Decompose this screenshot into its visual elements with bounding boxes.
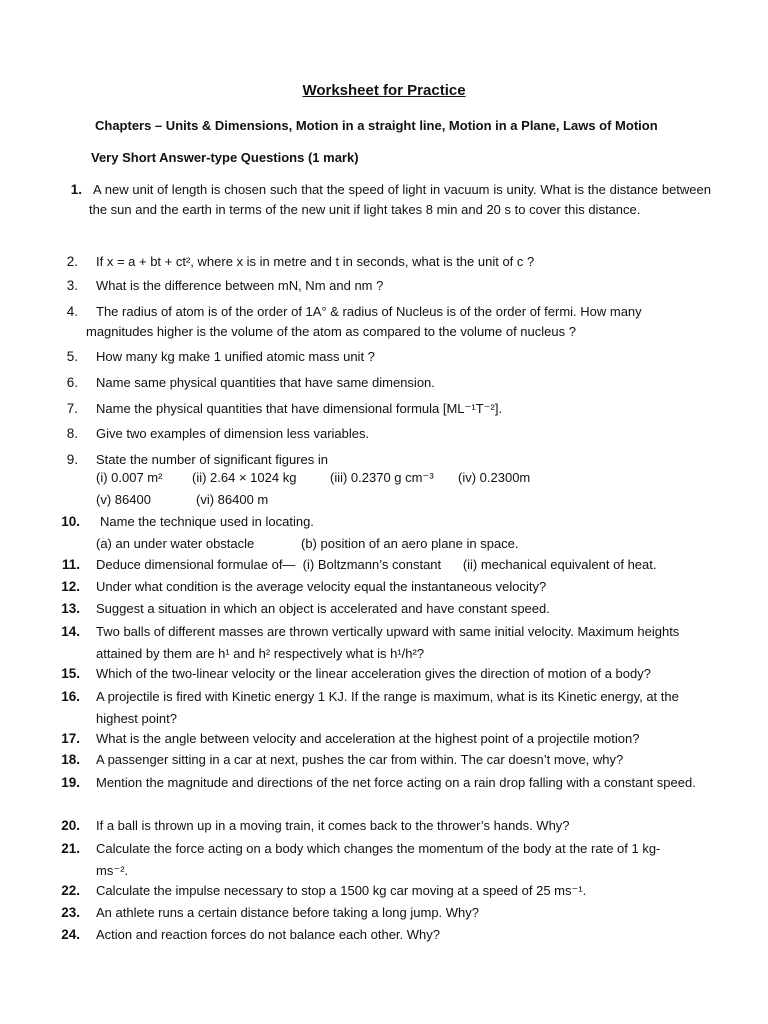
question-number: 4. [66,304,78,319]
option: (iii) 0.2370 g cm⁻³ [330,470,434,485]
worksheet-title: Worksheet for Practice [302,82,466,99]
question-number: 20. [61,818,80,833]
question-number: 5. [66,349,78,364]
question-text: What is the difference between mN, Nm and nm ? [96,278,384,293]
question-number: 12. [61,579,80,594]
chapters-line: Chapters – Units & Dimensions, Motion in a straight line, Motion in a Plane, Laws of Motion [95,118,658,133]
question-number: 10. [61,514,80,529]
question-number: 7. [66,401,78,416]
question-number: 3. [66,278,78,293]
option: (b) position of an aero plane in space. [301,536,519,551]
question-number: 8. [66,426,78,441]
question-text: Name the physical quantities that have dimensional formula [ML⁻¹T⁻²]. [96,401,503,416]
option: (vi) 86400 m [196,492,269,507]
question-number: 19. [61,775,80,790]
question-number: 13. [61,601,80,616]
question-number: 14. [61,624,80,639]
section-heading: Very Short Answer-type Questions (1 mark) [91,150,359,165]
question-text: A passenger sitting in a car at next, pushes the car from within. The car doesn’t move, why? [96,752,624,767]
question-text: Name the technique used in locating. [100,514,314,529]
question-text: Deduce dimensional formulae of— (i) Boltzmann’s constant (ii) mechanical equivalent of heat. [96,557,657,572]
question-number: 22. [61,883,80,898]
question-text: If a ball is thrown up in a moving train, it comes back to the thrower’s hands. Why? [96,818,570,833]
question-text: An athlete runs a certain distance before taking a long jump. Why? [96,905,479,920]
question-number: 11. [61,557,80,572]
question-number: 23. [61,905,80,920]
question-text: The radius of atom is of the order of 1A° & radius of Nucleus is of the order of fermi. How many magnitudes higher is the volume of the atom as compared to the volume of nucleus ? [86,304,642,339]
option: (ii) 2.64 × 1024 kg [192,470,297,485]
question-number: 24. [61,927,80,942]
question-text: State the number of significant figures in [96,452,328,467]
question-text: Mention the magnitude and directions of the net force acting on a rain drop falling with a constant speed. [96,775,696,790]
question-text: Which of the two-linear velocity or the linear acceleration gives the direction of motion of a body? [96,666,651,681]
question-text: Give two examples of dimension less variables. [96,426,370,441]
question-number: 16. [61,689,80,704]
question-number: 15. [61,666,80,681]
question-text: Two balls of different masses are thrown vertically upward with same initial velocity. Maximum heights attained by them are h¹ and h² respectively what is h¹/h²? [96,624,680,661]
question-number: 21. [61,841,80,856]
question-number: 2. [66,254,78,269]
question-text: How many kg make 1 unified atomic mass unit ? [96,349,375,364]
question-text: Under what condition is the average velocity equal the instantaneous velocity? [96,579,547,594]
question-number: 9. [66,452,78,467]
question-text: A projectile is fired with Kinetic energy 1 KJ. If the range is maximum, what is its Kinetic energy, at the highest point? [96,689,679,726]
question-text: Calculate the force acting on a body which changes the momentum of the body at the rate of 1 kg-ms⁻². [96,841,661,878]
question-text: If x = a + bt + ct², where x is in metre and t in seconds, what is the unit of c ? [96,254,535,269]
question-text: Name same physical quantities that have same dimension. [96,375,435,390]
question-number: 6. [66,375,78,390]
question-number: 1. [70,182,82,197]
question-text: Action and reaction forces do not balance each other. Why? [96,927,440,942]
question-text: Calculate the impulse necessary to stop a 1500 kg car moving at a speed of 25 ms⁻¹. [96,883,587,898]
question-text: What is the angle between velocity and acceleration at the highest point of a projectile motion? [96,731,640,746]
question-text: Suggest a situation in which an object is accelerated and have constant speed. [96,601,550,616]
question-number: 18. [61,752,80,767]
option: (v) 86400 [96,492,151,507]
option: (iv) 0.2300m [458,470,531,485]
option: (a) an under water obstacle [96,536,255,551]
option: (i) 0.007 m² [96,470,163,485]
question-text: A new unit of length is chosen such that the speed of light in vacuum is unity. What is the distance between the sun and the earth in terms of the new unit if light takes 8 min and 20 s to cover this distance. [89,182,711,217]
question-number: 17. [61,731,80,746]
